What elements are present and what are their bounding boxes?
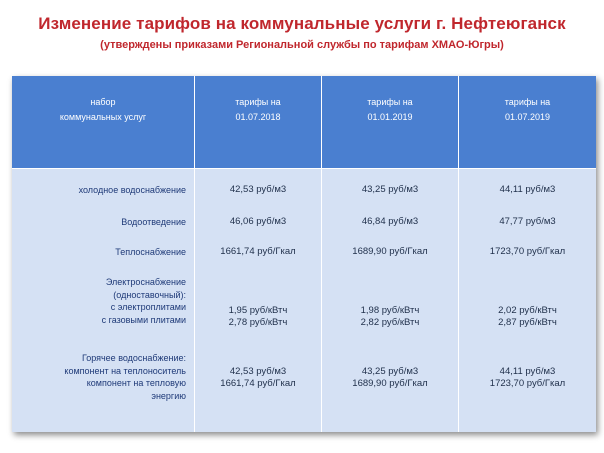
- value-line: 2,78 руб/кВтч: [228, 317, 288, 328]
- header-tariff-line1: тарифы на: [235, 97, 281, 107]
- value-line: 1,95 руб/кВтч: [228, 305, 288, 316]
- value-line: 1723,70 руб/Гкал: [489, 378, 566, 389]
- row-label-line: Теплоснабжение: [115, 247, 186, 257]
- row-label-line: холодное водоснабжение: [78, 185, 186, 195]
- value-cell: [459, 305, 596, 329]
- value-line: 1661,74 руб/Гкал: [220, 378, 296, 389]
- row-label-line: энергию: [151, 390, 186, 401]
- row-label-sewage: [121, 216, 186, 228]
- value-cell: [195, 366, 321, 390]
- value-line: 2,82 руб/кВтч: [360, 317, 420, 328]
- value-cell: [459, 184, 596, 196]
- header-tariff-2019-01: [322, 95, 458, 125]
- value-cell: [195, 246, 321, 258]
- header-tariff-line1: тарифы на: [504, 97, 551, 107]
- value-cell: [195, 216, 321, 228]
- header-tariff-date: 01.01.2019: [367, 112, 413, 122]
- row-label-line: с электроплитами: [110, 302, 186, 312]
- value-line: 1689,90 руб/Гкал: [352, 378, 428, 389]
- value-line: 44,11 руб/м3: [499, 366, 556, 377]
- value-cell: [459, 366, 596, 390]
- header-services-line2: коммунальных услуг: [59, 112, 147, 122]
- header-services-line1: набор: [90, 97, 116, 107]
- value-cell: [322, 184, 458, 196]
- value-cell: [195, 305, 321, 329]
- value-line: 44,11 руб/м3: [499, 184, 556, 195]
- header-tariff-line1: тарифы на: [367, 97, 413, 107]
- value-line: 2,02 руб/кВтч: [498, 305, 557, 316]
- value-line: 42,53 руб/м3: [229, 366, 287, 377]
- row-label-line: с газовыми плитами: [101, 314, 186, 325]
- value-line: 1723,70 руб/Гкал: [489, 246, 566, 257]
- row-label-line: компонент на тепловую: [86, 378, 186, 388]
- row-label-line: Электроснабжение: [105, 277, 186, 287]
- value-cell: [322, 216, 458, 228]
- value-line: 1661,74 руб/Гкал: [220, 246, 296, 257]
- value-line: 42,53 руб/м3: [229, 184, 287, 195]
- row-label-line: Горячее водоснабжение:: [81, 353, 186, 363]
- value-cell: [322, 246, 458, 258]
- header-tariff-date: 01.07.2019: [504, 112, 551, 122]
- value-cell: [322, 366, 458, 390]
- value-cell: [195, 184, 321, 196]
- row-label-cold-water: [79, 184, 186, 196]
- row-label-heating: [115, 246, 186, 258]
- value-line: 43,25 руб/м3: [361, 184, 419, 195]
- value-line: 46,84 руб/м3: [361, 216, 419, 227]
- value-line: 43,25 руб/м3: [361, 366, 419, 377]
- row-label-hot-water: [64, 352, 186, 402]
- header-tariff-2019-07: [459, 95, 596, 125]
- value-line: 46,06 руб/м3: [229, 216, 287, 227]
- page-subtitle: (утверждены приказами Региональной службы по тарифам ХМАО-Югры): [100, 39, 504, 51]
- value-line: 1689,90 руб/Гкал: [352, 246, 428, 257]
- tariff-table: [12, 76, 596, 432]
- page-title: Изменение тарифов на коммунальные услуги г. Нефтеюганск: [38, 14, 566, 33]
- value-line: 1,98 руб/кВтч: [360, 305, 420, 316]
- header-services: [12, 95, 194, 125]
- value-cell: [459, 216, 596, 228]
- row-label-line: компонент на теплоноситель: [64, 365, 186, 376]
- value-cell: [322, 305, 458, 329]
- value-cell: [459, 246, 596, 258]
- row-label-line: (одноставочный):: [113, 289, 186, 300]
- row-label-line: Водоотведение: [121, 217, 186, 227]
- value-line: 2,87 руб/кВтч: [498, 317, 557, 328]
- header-tariff-date: 01.07.2018: [235, 112, 281, 122]
- row-label-electricity: [102, 276, 186, 326]
- header-tariff-2018-07: [195, 95, 321, 125]
- value-line: 47,77 руб/м3: [499, 216, 556, 227]
